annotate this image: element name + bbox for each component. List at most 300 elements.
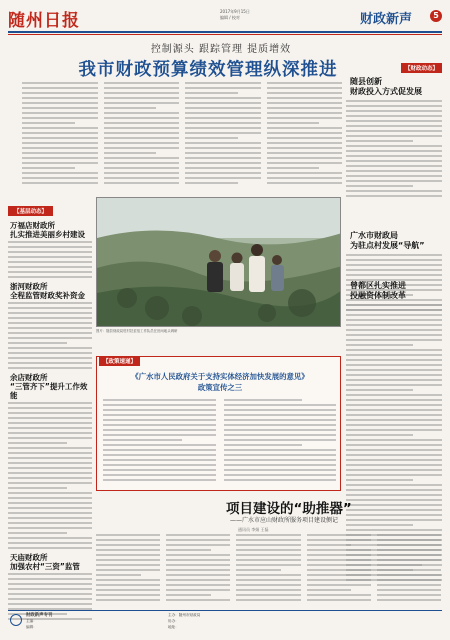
photo-caption: 图片：随县财政局驻村扶贫组工作队员在田间地头调研 [96,329,178,333]
text-line [346,394,442,396]
text-line [346,459,442,461]
text-line [224,414,337,416]
masthead-rule-red [8,34,442,35]
text-line [103,464,216,466]
text-line [103,409,216,411]
text-line [96,584,160,586]
text-line [224,449,337,451]
text-line [104,182,180,184]
text-line [8,502,92,504]
text-line [8,583,92,585]
right-news-1 [346,55,442,200]
feature-body [96,534,441,604]
text-line [236,564,300,566]
text-line [104,157,180,159]
text-line [8,271,92,273]
text-line [185,172,261,174]
text-line [8,457,92,459]
text-line [8,261,92,263]
text-line [185,92,238,94]
text-line [96,564,160,566]
text-line [104,117,180,119]
text-line [377,569,441,571]
newspaper-logo: 随州日报 [8,11,80,31]
lead-article-body [22,82,342,192]
text-line [377,594,441,596]
text-line [104,162,180,164]
text-line [346,444,442,446]
text-line [346,434,413,436]
text-line [8,467,92,469]
left-column [8,198,92,623]
text-line [22,122,75,124]
text-line [185,152,261,154]
text-line [8,477,92,479]
text-line [346,364,442,366]
text-line [185,102,261,104]
text-line [307,544,352,546]
text-line [346,175,442,177]
text-line [346,524,413,526]
text-line [346,454,442,456]
text-line [166,564,230,566]
text-line [267,117,343,119]
left-article-1 [8,241,92,278]
footer [8,612,442,634]
text-line [103,454,216,456]
text-line [346,464,442,466]
text-line [22,107,98,109]
text-line [22,132,98,134]
text-line [307,564,371,566]
text-line [8,407,92,409]
text-line [8,482,92,484]
text-line [166,559,230,561]
text-line [8,447,92,449]
footer-host: 主办：随州市财政局 [168,613,201,617]
section-title: 财政新声 [360,12,413,27]
text-line [307,584,371,586]
text-line [267,127,343,129]
text-line [346,479,413,481]
text-line [346,145,442,147]
text-line [267,142,343,144]
text-line [346,185,413,187]
text-line [22,162,98,164]
text-line [346,329,442,331]
text-line [346,170,442,172]
text-line [307,534,371,536]
text-line [8,322,92,324]
text-line [346,115,442,117]
text-line [22,82,98,84]
text-line [8,542,92,544]
text-line [267,172,343,174]
text-line [185,132,261,134]
text-line [236,539,300,541]
text-line [267,87,343,89]
text-line [8,337,92,339]
text-line [185,177,261,179]
text-line [346,419,442,421]
text-line [346,389,413,391]
text-line [104,177,180,179]
text-line [22,112,98,114]
text-line [104,97,180,99]
text-line [166,549,211,551]
right-headline-3: 曾都区扎实推进 投融资体制改革 [350,281,406,300]
text-line [22,157,98,159]
text-line [96,579,160,581]
text-line [8,512,92,514]
text-line [346,269,442,271]
text-line [185,82,261,84]
text-line [346,379,442,381]
text-line [267,92,343,94]
text-line [185,182,238,184]
text-line [22,102,98,104]
text-line [236,544,300,546]
right-headline-2: 广水市财政局 为驻点村发展“导航” [350,231,425,250]
text-line [185,127,261,129]
text-line [96,569,160,571]
masthead [8,6,442,30]
text-line [185,97,261,99]
text-line [346,339,442,341]
text-line [104,127,180,129]
text-line [346,304,442,306]
text-line [8,598,92,600]
text-line [346,125,442,127]
text-line [104,122,180,124]
text-line [236,589,300,591]
text-line [267,102,343,104]
text-line [8,432,92,434]
text-line [346,319,442,321]
text-line [307,574,371,576]
text-line [346,429,442,431]
text-line [8,578,92,580]
text-line [103,404,216,406]
text-line [8,332,92,334]
text-line [8,347,92,349]
text-line [103,429,216,431]
text-line [104,87,180,89]
text-line [346,195,442,197]
text-line [377,549,441,551]
left-article-2 [8,302,92,369]
text-line [307,549,371,551]
text-line [224,434,337,436]
text-line [96,554,160,556]
text-line [236,579,300,581]
text-line [22,142,98,144]
text-line [307,539,371,541]
text-line [8,317,92,319]
policy-box [96,356,341,491]
left-headline-2: 浙河财政所 全程监管财政奖补资金 [10,282,85,300]
text-line [346,135,442,137]
footer-address: 地址： [168,625,179,629]
text-line [96,574,141,576]
text-line [236,584,300,586]
text-line [103,444,216,446]
text-line [8,342,67,344]
text-line [346,150,442,152]
feature-subtitle: ——广水市应山财政所服务项目建设侧记 [230,517,339,524]
text-line [8,367,92,369]
text-line [307,559,371,561]
text-line [8,527,92,529]
text-line [346,449,442,451]
text-line [8,357,92,359]
text-line [8,497,92,499]
text-line [96,549,160,551]
footer-title: 财政新声专刊 [26,613,53,618]
text-line [224,474,337,476]
issue-meta [220,9,250,21]
text-line [346,334,442,336]
text-line [8,412,92,414]
text-line [346,404,442,406]
text-line [346,120,442,122]
footer-rule [8,610,442,611]
text-line [346,254,442,256]
text-line [8,547,92,549]
text-line [236,554,300,556]
text-line [185,167,261,169]
text-line [185,117,261,119]
feature-byline: 通讯员 李娟 王磊 [238,527,269,532]
text-line [22,92,98,94]
text-line [104,82,180,84]
text-line [104,102,180,104]
text-line [267,97,343,99]
text-line [22,152,98,154]
text-line [346,384,442,386]
left-headline-1: 万福店财政所 扎实推进美丽乡村建设 [10,221,85,239]
text-line [236,534,300,536]
text-line [377,574,441,576]
text-line [104,112,180,114]
text-line [166,584,230,586]
text-line [346,314,442,316]
text-line [267,107,343,109]
text-line [224,454,337,456]
text-line [166,539,230,541]
text-line [185,137,238,139]
text-line [103,399,216,401]
text-line [377,589,441,591]
feature-headline: 项目建设的“助推器” [226,501,352,517]
text-line [307,579,371,581]
text-line [346,469,442,471]
text-line [166,534,230,536]
text-line [8,327,92,329]
footer-copy-editor: 编辑： [26,625,37,629]
news-photo [96,197,341,327]
left-headline-3: 余店财政所 “三管齐下”提升工作效能 [10,373,88,400]
text-line [267,177,343,179]
text-line [8,246,92,248]
text-line [267,147,343,149]
left-headline-4: 天庙财政所 加强农村“三资”监管 [10,553,80,571]
text-line [346,264,442,266]
text-line [8,266,92,268]
text-line [166,574,230,576]
lead-kicker: 控制源头 跟踪管理 提质增效 [150,44,292,55]
text-line [224,469,337,471]
text-line [8,362,92,364]
text-line [346,369,442,371]
text-line [185,122,261,124]
text-line [236,549,300,551]
text-line [104,137,180,139]
text-line [166,544,230,546]
text-line [22,172,98,174]
text-line [22,177,98,179]
text-line [8,302,92,304]
text-line [346,140,413,142]
text-line [236,594,300,596]
text-line [96,559,160,561]
text-line [8,532,67,534]
text-line [236,574,300,576]
text-line [8,537,92,539]
text-line [166,569,230,571]
text-line [224,429,337,431]
text-line [185,147,261,149]
text-line [346,399,442,401]
lead-headline: 我市财政预算绩效管理纵深推进 [78,60,338,80]
text-line [267,152,343,154]
grassroots-tag: 【基层动态】 [8,206,53,216]
text-line [166,599,230,601]
text-line [346,155,442,157]
text-line [267,157,343,159]
text-line [346,354,442,356]
text-line [224,404,337,406]
text-line [166,594,211,596]
footer-editor: 主编： [26,619,37,623]
text-line [185,157,261,159]
text-line [224,479,337,481]
text-line [346,474,442,476]
text-line [267,122,320,124]
text-line [185,87,261,89]
text-line [8,588,92,590]
text-line [8,312,92,314]
text-line [8,517,92,519]
text-line [22,147,98,149]
text-line [103,449,216,451]
right-headline-1: 随县创新 财政投入方式促发展 [350,77,422,96]
text-line [8,593,92,595]
text-line [103,474,216,476]
text-line [22,182,98,184]
text-line [236,599,300,601]
text-line [8,573,92,575]
text-line [96,534,160,536]
text-line [103,424,216,426]
text-line [346,489,442,491]
text-line [307,569,371,571]
text-line [104,147,180,149]
text-line [377,579,441,581]
page-number-badge: 5 [430,10,442,22]
text-line [166,579,230,581]
footer-cohost: 协办： [168,619,179,623]
text-line [346,100,442,102]
text-line [346,259,442,261]
text-line [267,182,343,184]
text-line [267,167,320,169]
text-line [8,487,67,489]
text-line [103,419,216,421]
text-line [8,442,67,444]
text-line [103,479,216,481]
text-line [346,180,442,182]
text-line [8,462,92,464]
text-line [185,112,261,114]
text-line [22,127,98,129]
text-line [8,307,92,309]
text-line [377,534,441,536]
text-line [104,107,157,109]
text-line [267,82,343,84]
text-line [96,589,160,591]
text-line [377,599,441,601]
text-line [224,459,337,461]
text-line [104,132,180,134]
text-line [346,414,442,416]
policy-title: 《广水市人民政府关于支持实体经济加快发展的意见》 政策宣传之三 [131,372,309,392]
text-line [346,160,442,162]
text-line [104,152,157,154]
text-line [346,359,442,361]
text-line [166,554,230,556]
text-line [104,167,180,169]
text-line [103,439,182,441]
text-line [236,569,281,571]
text-line [103,414,216,416]
text-line [267,132,343,134]
policy-body [103,399,336,487]
text-line [346,110,442,112]
text-line [346,105,442,107]
text-line [346,324,442,326]
text-line [96,539,160,541]
text-line [8,522,92,524]
text-line [224,399,303,401]
text-line [346,344,413,346]
text-line [224,424,337,426]
text-line [377,559,441,561]
text-line [346,409,442,411]
text-line [8,603,92,605]
text-line [224,409,337,411]
text-line [8,437,92,439]
text-line [377,584,441,586]
text-line [22,167,75,169]
text-line [224,439,337,441]
issue-editor: 编辑 / 校对 [220,15,240,20]
field-photo-illustration [97,198,341,327]
policy-tag: 【政策速递】 [99,356,140,366]
text-line [8,427,92,429]
text-line [8,507,92,509]
text-line [8,492,92,494]
